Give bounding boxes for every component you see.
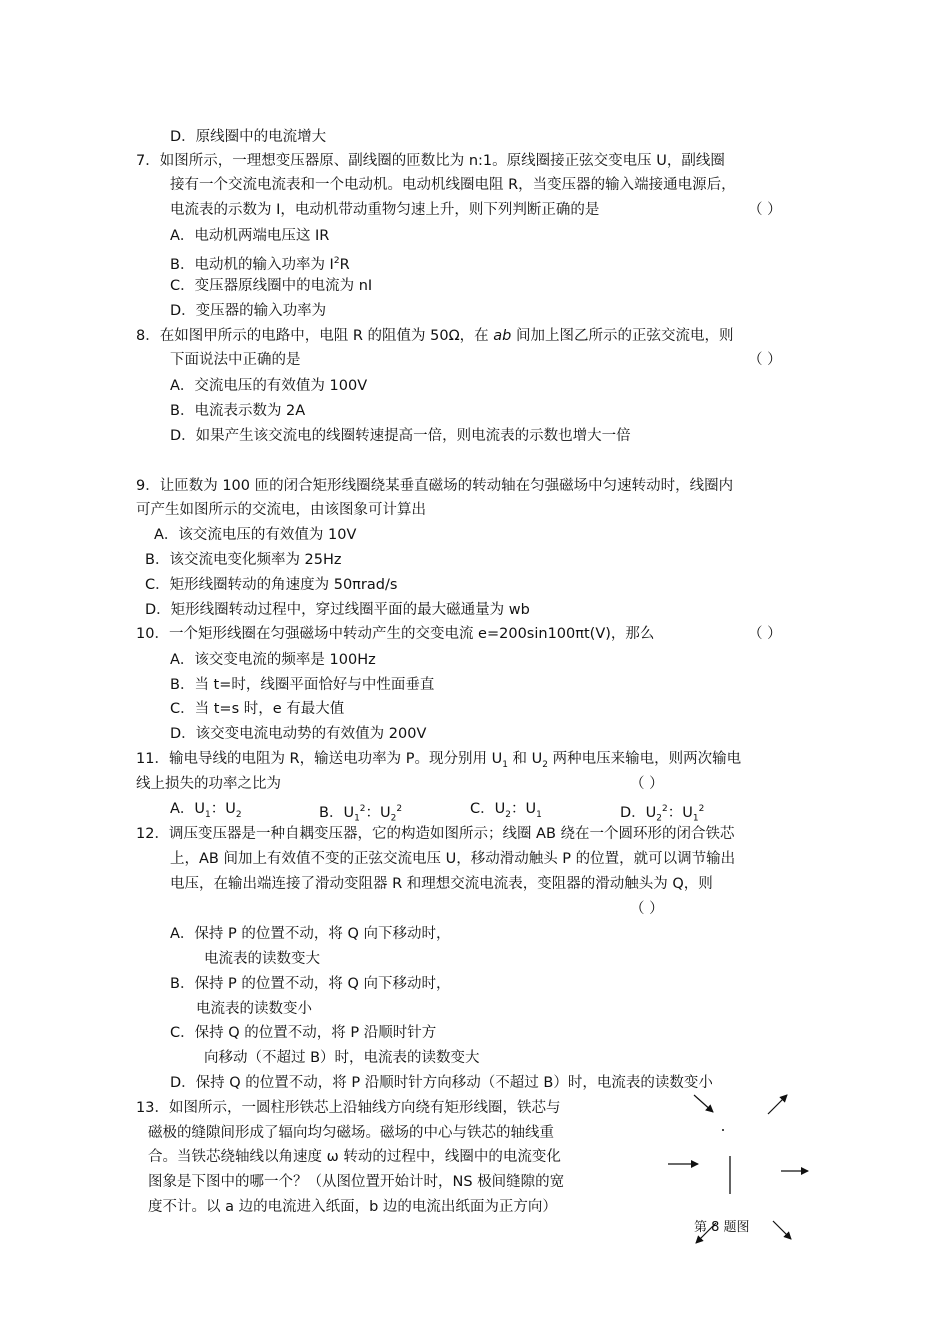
q9-option-b: B．该交流电变化频率为 25Hz [145, 552, 342, 568]
arrow-down-right-in [773, 1221, 791, 1239]
q10-option-a: A．该交变电流的频率是 100Hz [170, 652, 376, 668]
q11-option-a: A．$U_1$：$U_2$ [170, 801, 242, 820]
q8-option-a: A．交流电压的有效值为 100V [170, 378, 368, 394]
q10-option-d: D．该交变电流电动势的有效值为 200V [170, 726, 427, 742]
q13-stem-line5: 度不计。以 a 边的电流进入纸面，b 边的电流出纸面为正方向） [148, 1199, 557, 1215]
q11-answer-paren: （ ） [630, 776, 664, 792]
q6-option-d: D．原线圈中的电流增大 [170, 129, 327, 145]
q8-answer-paren: （ ） [748, 352, 782, 368]
q7-option-a: A．电动机两端电压这 IR [170, 228, 330, 244]
q10-answer-paren: （ ） [748, 626, 782, 642]
q9-stem-line1: 9．让匝数为 100 匝的闭合矩形线圈绕某垂直磁场的转动轴在匀强磁场中匀速转动时，线圈内 [136, 478, 734, 494]
q12-option-c-line2: 向移动（不超过 B）时，电流表的读数变大 [204, 1050, 480, 1066]
q11-stem-line2: 线上损失的功率之比为 [136, 776, 281, 792]
arrow-up-right-out [768, 1095, 787, 1114]
q7-stem-line3: 电流表的示数为 I，电动机带动重物匀速上升，则下列判断正确的是 [170, 202, 600, 218]
q7-option-d: D．变压器的输入功率为 [170, 303, 327, 319]
q7-stem-line2: 接有一个交流电流表和一个电动机。电动机线圈电阻 R，当变压器的输入端接通电源后， [170, 177, 736, 193]
q9-stem-line2: 可产生如图所示的交流电，由该图象可计算出 [136, 502, 426, 518]
q12-option-d: D．保持 Q 的位置不动，将 P 沿顺时针方向移动（不超过 B）时，电流表的读数变小 [170, 1075, 713, 1091]
q8-stem-line1: 8．在如图甲所示的电路中，电阻 R 的阻值为 50Ω，在 ab 间加上图乙所示的正弦交流电，则 [136, 328, 734, 344]
q11-option-d: D．$U_2^2$：$U_1^2$ [620, 804, 705, 824]
q13-stem-line4: 图象是下图中的哪一个？（从图位置开始计时，NS 极间缝隙的宽 [148, 1174, 565, 1190]
q12-answer-paren: （ ） [630, 901, 664, 917]
figure-caption: 第 8 题图 [694, 1220, 750, 1235]
q12-stem-line3: 电压，在输出端连接了滑动变阻器 R 和理想交流电流表，变阻器的滑动触头为 Q，则 [170, 876, 713, 892]
q7-option-b: B．电动机的输入功率为 $I^2R$ [170, 256, 350, 273]
q12-option-b-line1: B．保持 P 的位置不动，将 Q 向下移动时， [170, 976, 451, 992]
q9-option-d: D．矩形线圈转动过程中，穿过线圈平面的最大磁通量为 wb [145, 602, 530, 618]
q8-option-b: B．电流表示数为 2A [170, 403, 306, 419]
q12-stem-line1: 12．调压变压器是一种自耦变压器，它的构造如图所示；线圈 AB 绕在一个圆环形的闭合铁芯 [136, 826, 735, 842]
q12-option-b-line2: 电流表的读数变小 [196, 1001, 312, 1017]
q7-stem-line1: 7．如图所示，一理想变压器原、副线圈的匝数比为 n:1。原线圈接正弦交变电压 U，副线圈 [136, 153, 725, 169]
q11-option-c: C．$U_2$：$U_1$ [470, 801, 542, 820]
q11-stem-line1: 11．输电导线的电阻为 R，输送电功率为 P。现分别用 $U_1$ 和 $U_2$ 两种电压来输电，则两次输电 [136, 751, 742, 770]
q13-stem-line3: 合。当铁芯绕轴线以角速度 ω 转动的过程中，线圈中的电流变化 [148, 1149, 561, 1165]
center-dot [722, 1129, 724, 1131]
q7-answer-paren: （ ） [748, 202, 782, 218]
q13-stem-line1: 13．如图所示，一圆柱形铁芯上沿轴线方向绕有矩形线圈，铁芯与 [136, 1100, 561, 1116]
q8-stem-line2: 下面说法中正确的是 [170, 352, 301, 368]
q12-option-c-line1: C．保持 Q 的位置不动，将 P 沿顺时针方 [170, 1025, 437, 1041]
q9-option-a: A．该交流电压的有效值为 10V [154, 527, 357, 543]
q13-stem-line2: 磁极的缝隙间形成了辐向均匀磁场。磁场的中心与铁芯的轴线重 [148, 1125, 554, 1141]
q12-option-a-line2: 电流表的读数变大 [204, 951, 320, 967]
q12-stem-line2: 上，AB 间加上有效值不变的正弦交流电压 U，移动滑动触头 P 的位置，就可以调节输出 [170, 851, 736, 867]
q9-option-c: C．矩形线圈转动的角速度为 50πrad/s [145, 577, 398, 593]
q12-option-a-line1: A．保持 P 的位置不动，将 Q 向下移动时， [170, 926, 451, 942]
q8-option-d: D．如果产生该交流电的线圈转速提高一倍，则电流表的示数也增大一倍 [170, 428, 631, 444]
q7-option-c: C．变压器原线圈中的电流为 nI [170, 278, 373, 294]
q10-stem: 10．一个矩形线圈在匀强磁场中转动产生的交变电流 e=200sin100πt(V)，那么 [136, 626, 655, 642]
q11-option-b: B．$U_1^2$：$U_2^2$ [319, 804, 403, 824]
arrow-up-left-in [694, 1095, 713, 1112]
q10-option-b: B．当 t=时，线圈平面恰好与中性面垂直 [170, 677, 435, 693]
q10-option-c: C．当 t=s 时，e 有最大值 [170, 701, 345, 717]
